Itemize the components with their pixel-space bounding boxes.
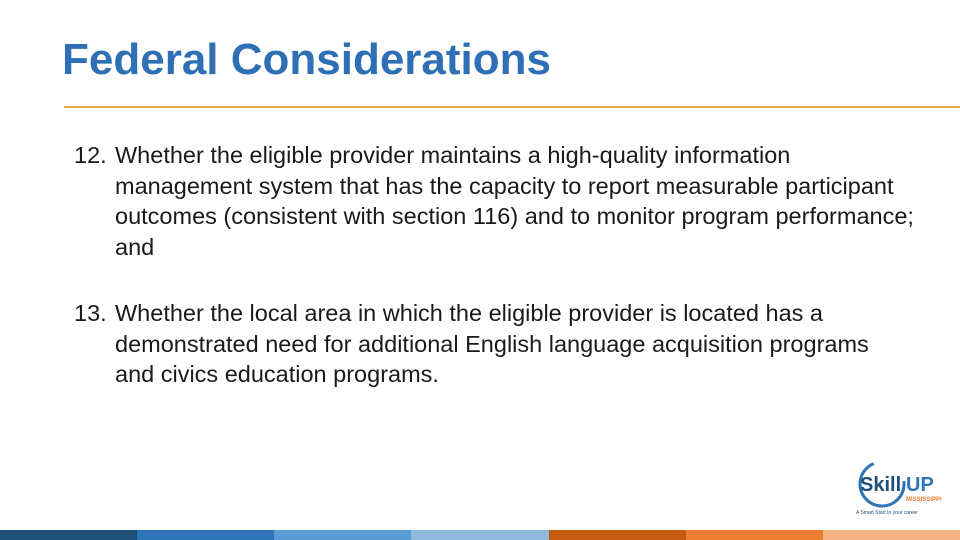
list-item-number: 12. [74,142,107,168]
list-item-number: 13. [74,300,107,326]
footer-segment [411,530,548,540]
skillup-logo [852,458,942,520]
page-title: Federal Considerations [62,35,552,84]
footer-segment [686,530,823,540]
footer-segment [0,530,137,540]
footer-segment [274,530,411,540]
list-item-text: Whether the local area in which the eligible provider is located has a demonstrated need for additional English language acquisition programs and civics education programs. [115,300,869,387]
list-item [74,298,914,390]
footer-segment [823,530,960,540]
logo-tagline: A Smart Start to your career [856,510,918,516]
logo-word-skill: Skill [860,474,902,496]
list-item-text: Whether the eligible provider maintains a high-quality information management system that has the capacity to report measurable participant outcomes (consistent with section 116) and to monitor program performance; and [115,142,914,260]
footer-segment [549,530,686,540]
title-divider [64,106,960,108]
logo-word-up: UP [906,474,934,496]
footer-color-bar [0,530,960,540]
considerations-list [74,140,914,426]
footer-segment [137,530,274,540]
logo-state: MISSISSIPPI [906,497,942,503]
list-item [74,140,914,262]
